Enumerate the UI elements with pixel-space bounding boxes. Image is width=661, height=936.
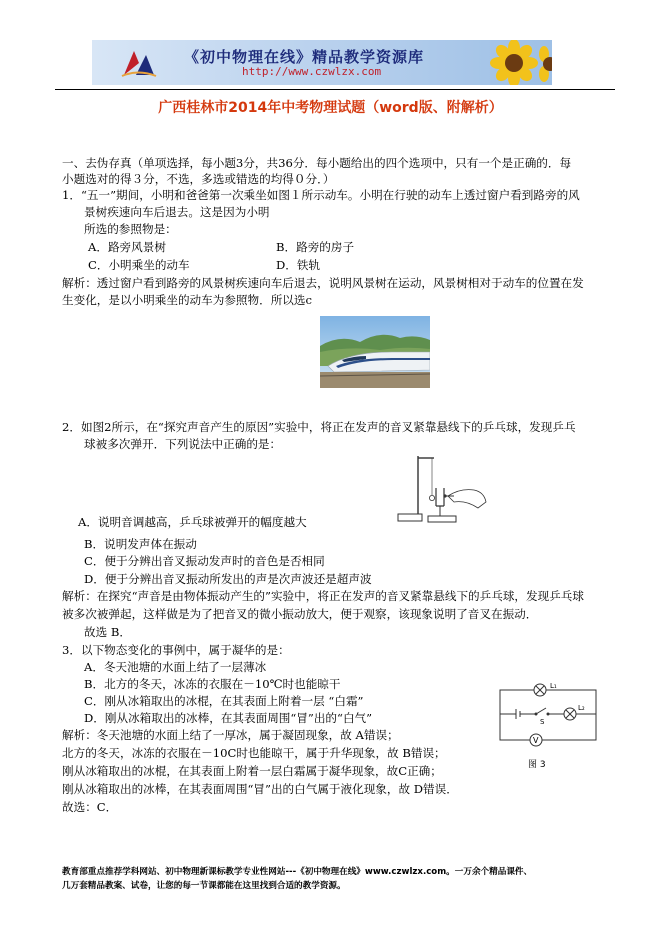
q3-analysis-line-1: 解析：冬天池塘的水面上结了一厚冰，属于凝固现象，故 A错误； <box>62 728 399 742</box>
header-banner <box>92 40 552 85</box>
train-photo <box>320 316 430 388</box>
footer-line-1: 教育部重点推荐学科网站、初中物理新课标教学专业性网站---《初中物理在线》www.czwlzx.com。一万余个精品课件、 <box>62 867 533 877</box>
q3-stem: 3．以下物态变化的事例中，属于凝华的是： <box>62 643 290 657</box>
banner-url: http://www.czwlzx.com <box>242 65 382 78</box>
q1-analysis-line-1: 解析：透过窗户看到路旁的风景树疾速向车后退去，说明风景树在运动，风景树相对于动车的位置在发 <box>62 276 584 290</box>
q2-answer: 故选 B． <box>84 625 131 639</box>
tuning-fork-figure <box>394 452 490 528</box>
logo-icon <box>120 45 160 81</box>
circuit-diagram <box>496 680 600 748</box>
q3-option-d: D．刚从冰箱取出的冰棒，在其表面周围“冒”出的“白气” <box>84 711 373 725</box>
q2-stem-line-1: 2．如图2所示，在“探究声音产生的原因”实验中，将正在发声的音叉紧靠悬线下的乒乓球，发现乒乓 <box>62 420 576 434</box>
q1-analysis-line-2: 生变化，是以小明乘坐的动车为参照物．所以选c <box>62 293 312 307</box>
section-intro-line-1: 一、去伪存真（单项选择，每小题3分，共36分．每小题给出的四个选项中，只有一个是正确的．每 <box>62 156 572 170</box>
sunflower-icon <box>484 40 552 85</box>
q1-option-b: B．路旁的房子 <box>276 240 355 254</box>
q2-option-c: C．便于分辨出音叉振动发声时的音色是否相同 <box>84 554 325 568</box>
q2-option-b: B．说明发声体在振动 <box>84 537 197 551</box>
q2-stem-line-2: 球被多次弹开．下列说法中正确的是： <box>84 437 282 451</box>
banner-title: 《初中物理在线》精品教学资源库 <box>184 48 425 66</box>
q2-analysis-line-2: 被多次被弹起，这样做是为了把音叉的微小振动放大，便于观察，该现象说明了音叉在振动． <box>62 607 538 621</box>
q1-stem-line-1: 1．“五一”期间，小明和爸爸第一次乘坐如图１所示动车。小明在行驶的动车上透过窗户看到路旁的风 <box>62 188 580 202</box>
q3-analysis-line-3: 刚从冰箱取出的冰棍，在其表面上附着一层白霜属于凝华现象，故C正确； <box>62 764 442 778</box>
q1-option-d: D．铁轨 <box>276 258 321 272</box>
label-s: S <box>540 718 545 726</box>
q3-analysis-line-4: 刚从冰箱取出的冰棒，在其表面周围“冒”出的白气属于液化现象，故 D错误． <box>62 782 458 796</box>
figure-3-caption: 图 3 <box>528 760 546 770</box>
document-title: 广西桂林市2014年中考物理试题（word版、附解析） <box>158 100 503 116</box>
label-l1: L₁ <box>550 682 557 690</box>
label-l2: L₂ <box>578 704 585 712</box>
q3-option-c: C．刚从冰箱取出的冰棍，在其表面上附着一层 “白霜” <box>84 694 364 708</box>
q1-option-a: A．路旁风景树 <box>88 240 166 254</box>
q1-option-c: C．小明乘坐的动车 <box>88 258 190 272</box>
header-rule <box>55 89 615 90</box>
q3-option-a: A．冬天池塘的水面上结了一层薄冰 <box>84 660 267 674</box>
q3-analysis-line-2: 北方的冬天，冰冻的衣服在－10C时也能晾干，属于升华现象，故 B错误； <box>62 746 446 760</box>
q3-answer: 故选：C． <box>62 800 118 814</box>
q3-option-b: B．北方的冬天，冰冻的衣服在－10℃时也能晾干 <box>84 677 341 691</box>
q1-stem-line-3: 所选的参照物是： <box>84 222 177 236</box>
q1-stem-line-2: 景树疾速向车后退去。这是因为小明 <box>84 205 270 219</box>
q2-option-a: A．说明音调越高，乒乓球被弹开的幅度越大 <box>78 515 307 529</box>
footer-line-2: 几万套精品教案、试卷，让您的每一节课都能在这里找到合适的教学资源。 <box>62 881 346 891</box>
q2-analysis-line-1: 解析：在探究“声音是由物体振动产生的”实验中，将正在发声的音叉紧靠悬线下的乒乓球，发现乒乓球 <box>62 589 584 603</box>
label-v: V <box>533 736 539 745</box>
q2-option-d: D．便于分辨出音叉振动所发出的声是次声波还是超声波 <box>84 572 372 586</box>
section-intro-line-2: 小题选对的得３分，不选，多选或错选的均得０分．） <box>62 172 335 186</box>
